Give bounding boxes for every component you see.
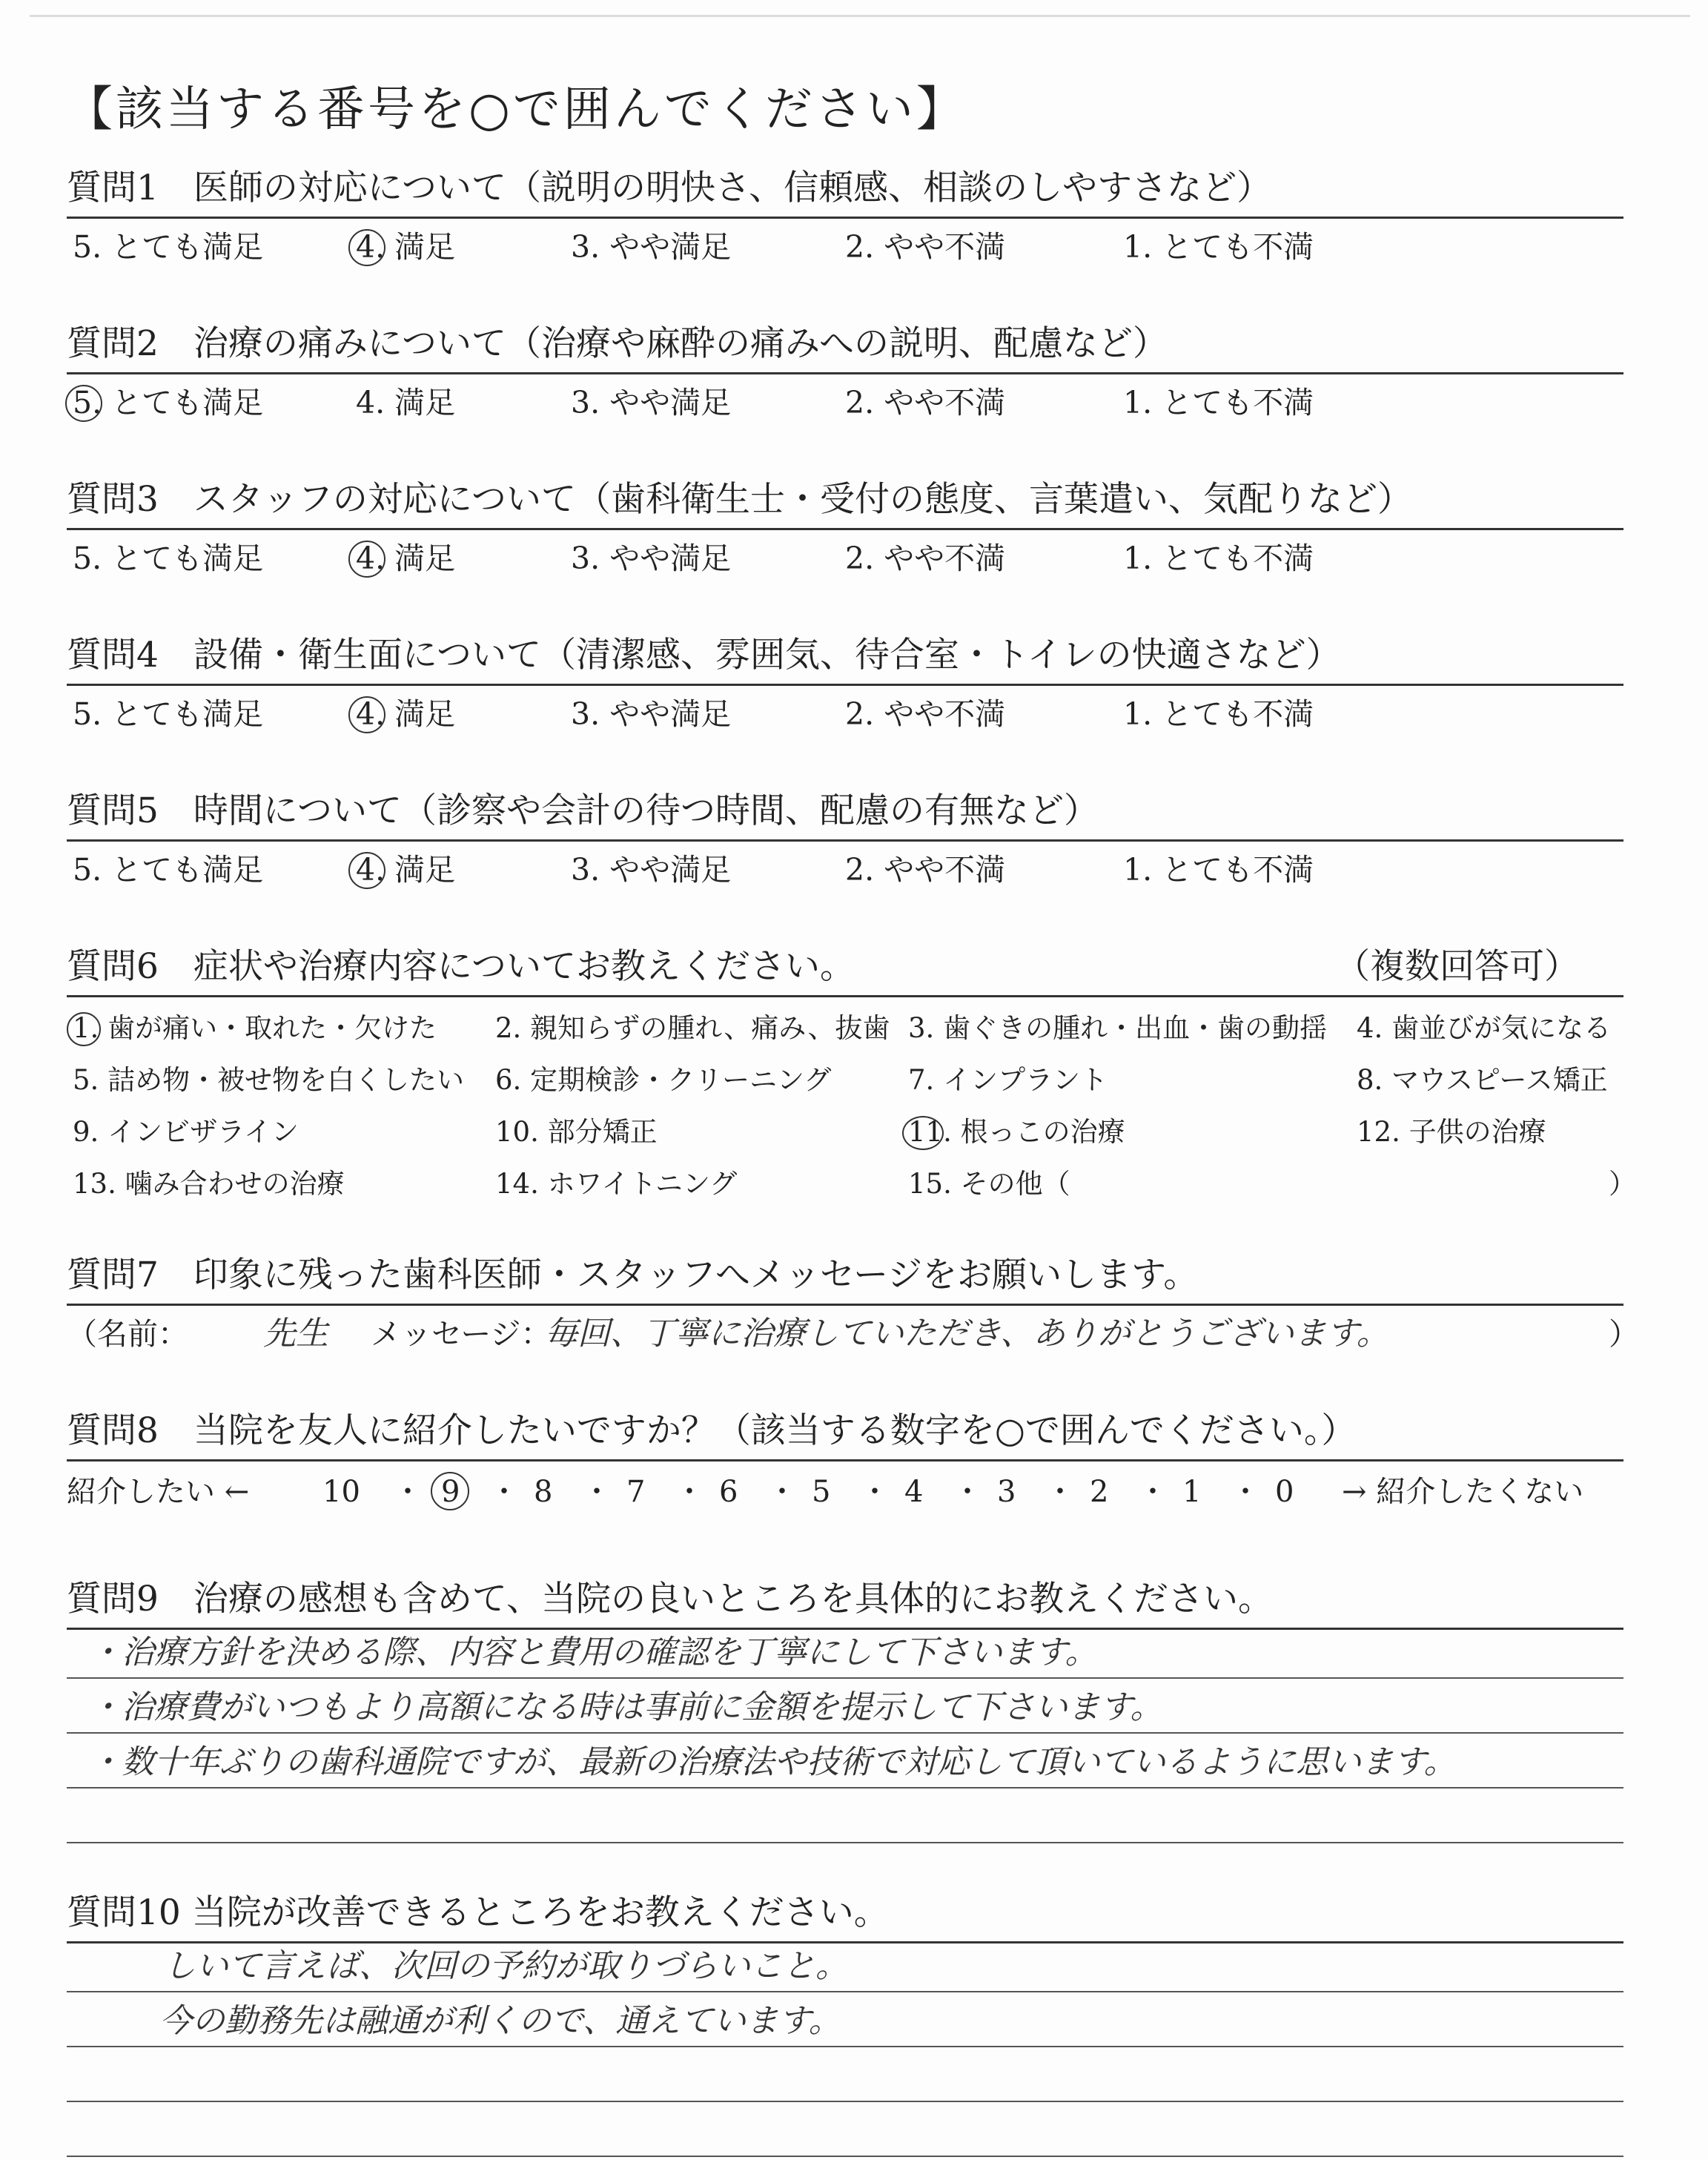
scale-5[interactable]: 5 xyxy=(812,1475,831,1509)
scale-dot: ・ xyxy=(1045,1475,1075,1509)
option-2[interactable]: 2. やや不満 xyxy=(845,852,1006,888)
question-6-title: 質問6 症状や治療内容についてお教えください。 xyxy=(67,946,855,987)
question-5-options xyxy=(67,848,1623,892)
option-3[interactable]: 3. やや満足 xyxy=(571,229,732,265)
scale-dot: ・ xyxy=(393,1475,423,1509)
option-5[interactable]: 5. とても満足 xyxy=(73,852,264,888)
question-7-rule xyxy=(67,1304,1623,1306)
symptom-12[interactable]: 12. 子供の治療 xyxy=(1357,1116,1546,1148)
option-4-selected[interactable]: 4. 満足 xyxy=(356,692,455,736)
option-1[interactable]: 1. とても不満 xyxy=(1123,229,1314,265)
message-row xyxy=(67,1312,1639,1361)
question-2-options xyxy=(67,380,1623,425)
symptom-9[interactable]: 9. インビザライン xyxy=(73,1116,299,1148)
question-1-options xyxy=(67,225,1623,269)
question-9-title: 質問9 治療の感想も含めて、当院の良いところを具体的にお教えください。 xyxy=(67,1579,1273,1619)
question-8-title: 質問8 当院を友人に紹介したいですか？（該当する数字を○で囲んでください。） xyxy=(67,1410,1357,1451)
option-4[interactable]: 4. 満足 xyxy=(356,385,456,420)
selection-circle xyxy=(65,385,102,422)
question-4-options xyxy=(67,692,1623,736)
selection-circle xyxy=(348,541,385,578)
option-4-selected[interactable]: 4. 満足 xyxy=(356,848,455,892)
answer-text[interactable]: 今の勤務先は融通が利くので、通えています。 xyxy=(159,2002,841,2040)
option-5-selected[interactable]: 5. とても満足 xyxy=(73,380,263,425)
answer-line-2 xyxy=(67,1679,1623,1734)
symptom-1-selected[interactable]: 1. 歯が痛い・取れた・欠けた xyxy=(73,1008,437,1049)
symptom-options xyxy=(67,1008,1636,1223)
option-3[interactable]: 3. やや満足 xyxy=(571,385,732,420)
scale-dot: ・ xyxy=(860,1475,890,1509)
message-label: メッセージ： xyxy=(371,1316,552,1352)
option-1[interactable]: 1. とても不満 xyxy=(1123,696,1314,732)
selection-circle xyxy=(348,696,385,733)
answer-text[interactable]: しいて言えば、次回の予約が取りづらいこと。 xyxy=(163,1947,848,1985)
question-10-title: 質問10 当院が改善できるところをお教えください。 xyxy=(67,1892,889,1933)
scale-dot: ・ xyxy=(767,1475,797,1509)
scale-8[interactable]: 8 xyxy=(534,1475,553,1509)
multiple-answers-note: （複数回答可） xyxy=(1335,946,1579,987)
symptom-11-selected[interactable]: 11. 根っこの治療 xyxy=(908,1112,1125,1153)
question-1 xyxy=(67,165,1623,269)
name-label: （名前： xyxy=(67,1316,188,1352)
option-5[interactable]: 5. とても満足 xyxy=(73,229,264,265)
symptom-14[interactable]: 14. ホワイトニング xyxy=(495,1168,738,1200)
answer-line-3 xyxy=(67,2047,1623,2102)
scale-dot: ・ xyxy=(1138,1475,1168,1509)
message-value[interactable]: 毎回、丁寧に治療していただき、ありがとうございます。 xyxy=(545,1315,1389,1353)
question-1-rule xyxy=(67,217,1623,219)
question-8 xyxy=(67,1407,1623,1515)
selection-circle xyxy=(348,852,385,889)
symptom-4[interactable]: 4. 歯並びが気になる xyxy=(1357,1012,1612,1044)
question-6-title-row xyxy=(67,943,1623,991)
question-2-title: 質問2 治療の痛みについて（治療や麻酔の痛みへの説明、配慮など） xyxy=(67,323,1168,364)
scale-7[interactable]: 7 xyxy=(626,1475,646,1509)
question-2-rule xyxy=(67,372,1623,374)
question-1-title: 質問1 医師の対応について（説明の明快さ、信頼感、相談のしやすさなど） xyxy=(67,168,1272,208)
option-1[interactable]: 1. とても不満 xyxy=(1123,852,1314,888)
scale-10[interactable]: 10 xyxy=(322,1475,360,1509)
top-divider xyxy=(30,15,1690,17)
option-4-selected[interactable]: 4. 満足 xyxy=(356,536,455,581)
answer-text[interactable]: ・数十年ぶりの歯科通院ですが、最新の治療法や技術で対応して頂いているように思います。 xyxy=(89,1743,1457,1781)
option-3[interactable]: 3. やや満足 xyxy=(571,852,732,888)
answer-text[interactable]: ・治療方針を決める際、内容と費用の確認を丁寧にして下さいます。 xyxy=(89,1634,1098,1671)
question-3-options xyxy=(67,536,1623,581)
question-3 xyxy=(67,476,1623,581)
question-8-rule xyxy=(67,1459,1623,1462)
symptom-5[interactable]: 5. 詰め物・被せ物を白くしたい xyxy=(73,1064,465,1096)
symptom-15-other[interactable]: 15. その他（ xyxy=(908,1168,1070,1200)
option-1[interactable]: 1. とても不満 xyxy=(1123,385,1314,420)
answer-line-4 xyxy=(67,1789,1623,1843)
answer-line-3 xyxy=(67,1734,1623,1789)
page-title: 【該当する番号を○で囲んでください】 xyxy=(65,82,967,137)
question-4 xyxy=(67,632,1623,736)
question-6-rule xyxy=(67,995,1623,997)
question-4-title: 質問4 設備・衛生面について（清潔感、雰囲気、待合室・トイレの快適さなど） xyxy=(67,635,1341,676)
answer-line-1 xyxy=(67,1943,1623,1992)
question-3-title: 質問3 スタッフの対応について（歯科衛生士・受付の態度、言葉遣い、気配りなど） xyxy=(67,479,1412,520)
recommend-right-label: → 紹介したくない xyxy=(1342,1475,1584,1509)
message-close-paren: ） xyxy=(1609,1316,1639,1352)
scale-dot: ・ xyxy=(582,1475,612,1509)
question-7-title: 質問7 印象に残った歯科医師・スタッフへメッセージをお願いします。 xyxy=(67,1255,1199,1295)
option-4-selected[interactable]: 4. 満足 xyxy=(356,225,455,269)
symptom-2[interactable]: 2. 親知らずの腫れ、痛み、抜歯 xyxy=(495,1012,890,1044)
other-close-paren: ） xyxy=(1609,1168,1636,1200)
option-1[interactable]: 1. とても不満 xyxy=(1123,541,1314,576)
scale-dot: ・ xyxy=(1231,1475,1260,1509)
symptom-8[interactable]: 8. マウスピース矯正 xyxy=(1357,1064,1608,1096)
question-5-rule xyxy=(67,839,1623,842)
option-3[interactable]: 3. やや満足 xyxy=(571,541,732,576)
selection-circle xyxy=(902,1116,944,1150)
symptom-6[interactable]: 6. 定期検診・クリーニング xyxy=(495,1064,832,1096)
option-5[interactable]: 5. とても満足 xyxy=(73,541,264,576)
scale-6[interactable]: 6 xyxy=(719,1475,738,1509)
question-6 xyxy=(67,943,1636,1223)
symptom-10[interactable]: 10. 部分矯正 xyxy=(495,1116,658,1148)
option-2[interactable]: 2. やや不満 xyxy=(845,385,1006,420)
question-9 xyxy=(67,1576,1623,1843)
question-10 xyxy=(67,1889,1623,2157)
scale-dot: ・ xyxy=(675,1475,704,1509)
option-2[interactable]: 2. やや不満 xyxy=(845,229,1006,265)
option-2[interactable]: 2. やや不満 xyxy=(845,541,1006,576)
name-value[interactable]: 先生 xyxy=(263,1315,328,1353)
scale-dot: ・ xyxy=(953,1475,982,1509)
question-2 xyxy=(67,320,1623,425)
selection-circle xyxy=(67,1012,101,1046)
recommend-scale: 紹介したい ← 10 ・ 9 ・ 8 ・ 7 ・ 6 ・ 5 ・ 4 ・ 3 ・ 2 ・ 1 ・ 0 → 紹介したくない xyxy=(67,1469,1623,1515)
scale-3[interactable]: 3 xyxy=(997,1475,1016,1509)
scale-2[interactable]: 2 xyxy=(1090,1475,1109,1509)
question-4-rule xyxy=(67,684,1623,686)
scale-1[interactable]: 1 xyxy=(1182,1475,1202,1509)
selection-circle xyxy=(348,229,385,266)
answer-line-1 xyxy=(67,1630,1623,1679)
question-5 xyxy=(67,787,1623,892)
answer-line-2 xyxy=(67,1992,1623,2047)
symptom-7[interactable]: 7. インプラント xyxy=(908,1064,1108,1096)
option-3[interactable]: 3. やや満足 xyxy=(571,696,732,732)
scale-0[interactable]: 0 xyxy=(1275,1475,1294,1509)
scale-4[interactable]: 4 xyxy=(904,1475,924,1509)
answer-text[interactable]: ・治療費がいつもより高額になる時は事前に金額を提示して下さいます。 xyxy=(89,1688,1163,1726)
option-2[interactable]: 2. やや不満 xyxy=(845,696,1006,732)
answer-line-4 xyxy=(67,2102,1623,2157)
question-3-rule xyxy=(67,528,1623,530)
symptom-13[interactable]: 13. 噛み合わせの治療 xyxy=(73,1168,345,1200)
option-5[interactable]: 5. とても満足 xyxy=(73,696,264,732)
scale-dot: ・ xyxy=(489,1475,519,1509)
question-7 xyxy=(67,1252,1639,1361)
recommend-left-label: 紹介したい ← xyxy=(67,1475,250,1509)
question-5-title: 質問5 時間について（診察や会計の待つ時間、配慮の有無など） xyxy=(67,790,1099,831)
symptom-3[interactable]: 3. 歯ぐきの腫れ・出血・歯の動揺 xyxy=(908,1012,1328,1044)
